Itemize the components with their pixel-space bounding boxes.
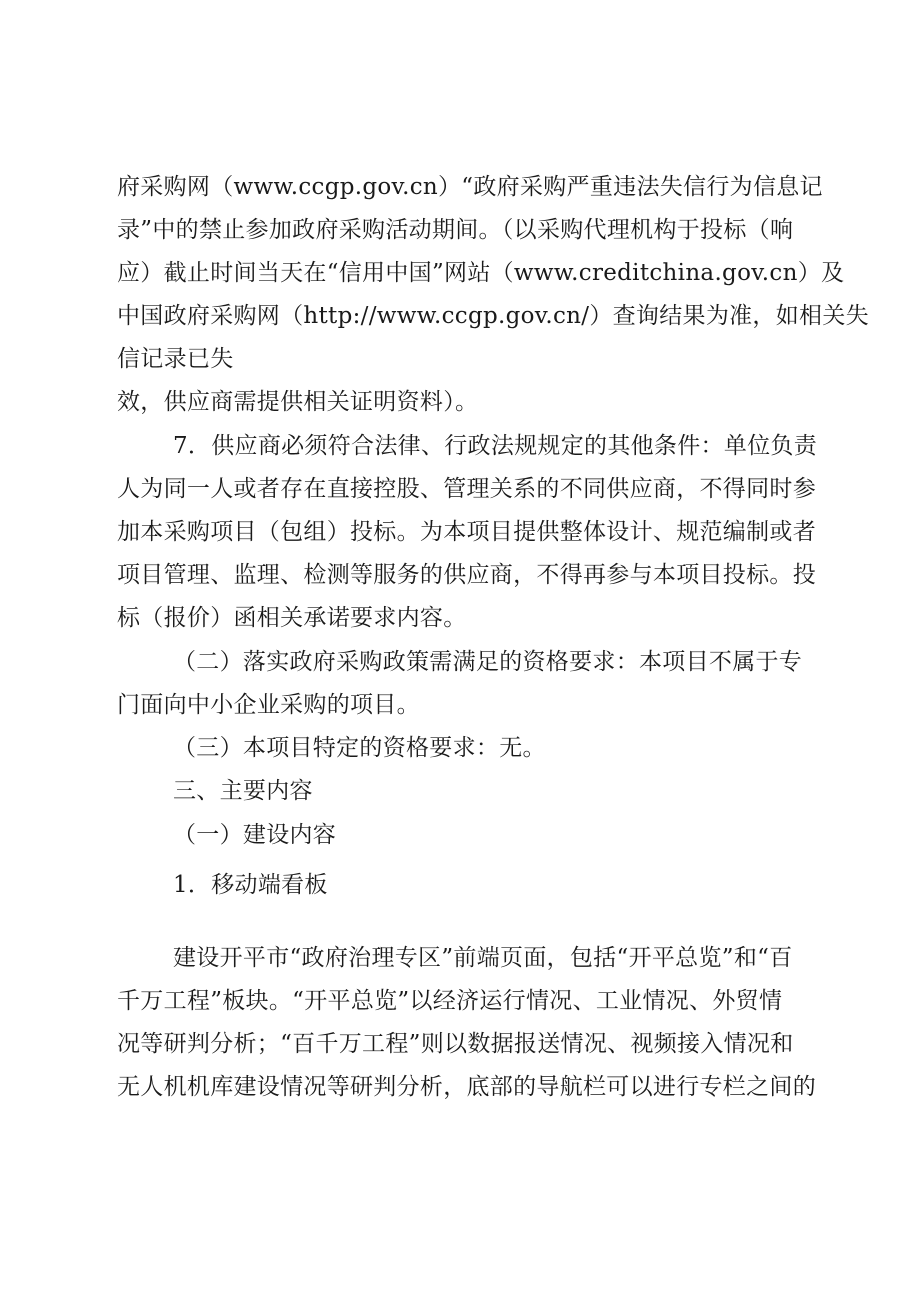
heading-construction-content: （一）建设内容 (173, 822, 337, 848)
text-line: 应）截止时间当天在“信用中国”网站（www.creditchina.gov.cn）及 (117, 260, 845, 286)
heading-mobile-dashboard: 1．移动端看板 (173, 872, 328, 898)
text-line: 无人机机库建设情况等研判分析，底部的导航栏可以进行专栏之间的 (117, 1074, 816, 1100)
item-7-first-line: 7．供应商必须符合法律、行政法规规定的其他条件：单位负责 (173, 433, 818, 459)
section-3-line: （三）本项目特定的资格要求：无。 (173, 735, 546, 761)
text-line: 门面向中小企业采购的项目。 (117, 692, 420, 718)
text-line: 加本采购项目（包组）投标。为本项目提供整体设计、规范编制或者 (117, 519, 816, 545)
text-line: 中国政府采购网（http://www.ccgp.gov.cn/）查询结果为准，如相关失 (117, 303, 869, 329)
text-line: 录”中的禁止参加政府采购活动期间。（以采购代理机构于投标（响 (117, 217, 794, 243)
text-line: 千万工程”板块。“开平总览”以经济运行情况、工业情况、外贸情 (117, 988, 783, 1014)
heading-main-content: 三、主要内容 (173, 778, 313, 804)
text-line: 信记录已失 (117, 346, 234, 372)
text-line: 效，供应商需提供相关证明资料）。 (117, 389, 479, 415)
text-line: 标（报价）函相关承诺要求内容。 (117, 605, 467, 631)
text-line: 项目管理、监理、检测等服务的供应商，不得再参与本项目投标。投 (117, 562, 816, 588)
text-line: 府采购网（www.ccgp.gov.cn）“政府采购严重违法失信行为信息记 (117, 174, 823, 200)
paragraph-first-line: 建设开平市“政府治理专区”前端页面，包括“开平总览”和“百 (173, 945, 793, 971)
section-2-first-line: （二）落实政府采购政策需满足的资格要求：本项目不属于专 (173, 649, 803, 675)
text-line: 人为同一人或者存在直接控股、管理关系的不同供应商，不得同时参 (117, 476, 816, 502)
text-line: 况等研判分析；“百千万工程”则以数据报送情况、视频接入情况和 (117, 1031, 794, 1057)
